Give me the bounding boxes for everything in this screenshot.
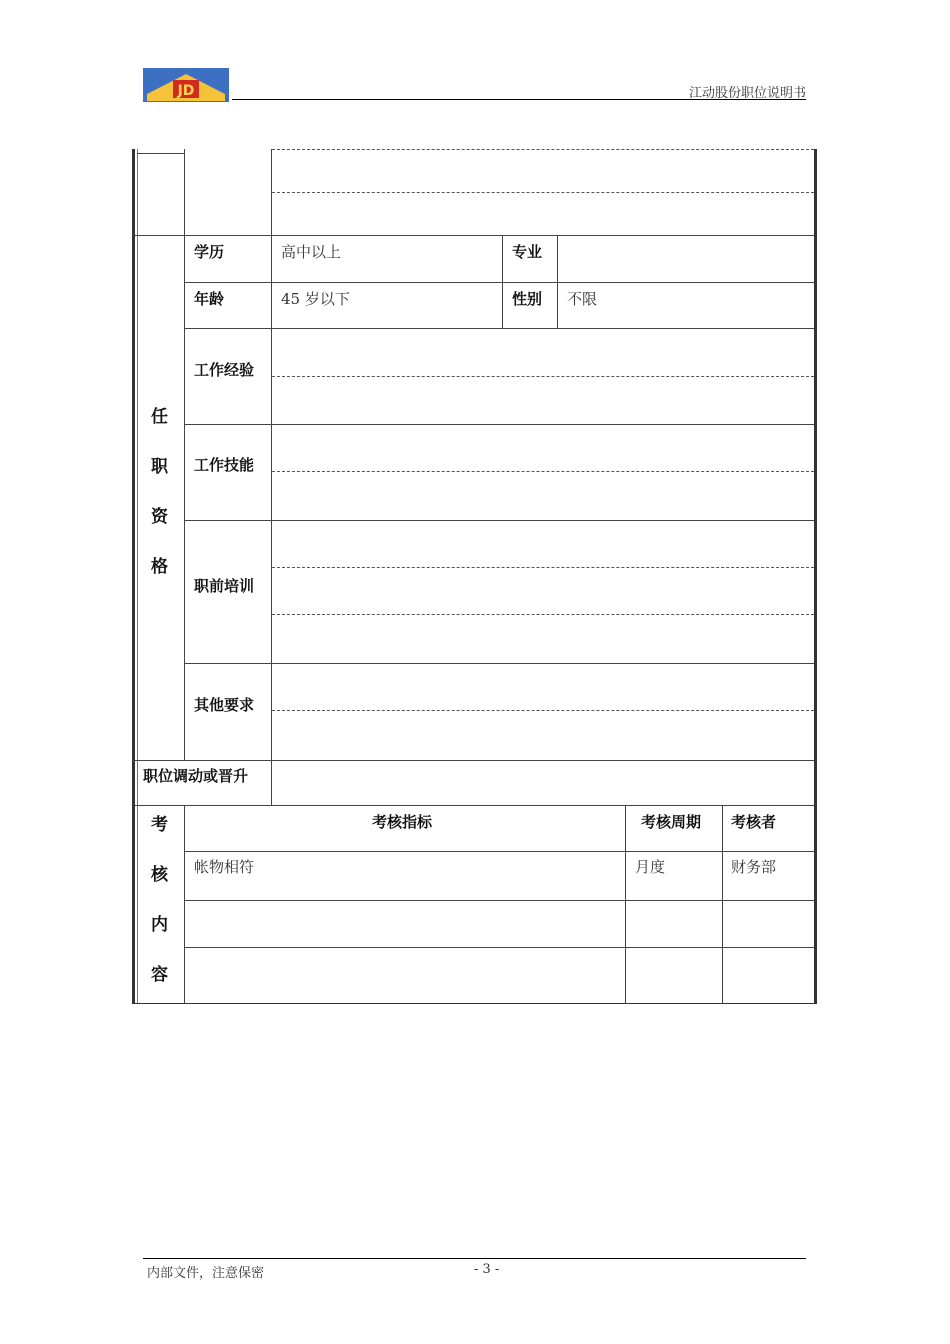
assessment-indicator-header: 考核指标	[372, 813, 433, 831]
company-logo	[143, 68, 229, 102]
assessment-row-assessor: 财务部	[731, 858, 777, 876]
assessment-period-header: 考核周期	[641, 813, 702, 831]
header-title: 江动股份职位说明书	[688, 86, 806, 101]
major-label: 专业	[512, 243, 543, 261]
assessment-section-char-4: 容	[151, 965, 168, 985]
education-label: 学历	[194, 243, 225, 261]
age-label: 年龄	[194, 290, 225, 308]
experience-label: 工作经验	[194, 361, 255, 379]
qualification-section-char-4: 格	[151, 557, 168, 577]
age-value: 45 岁以下	[281, 290, 350, 308]
assessment-row-indicator: 帐物相符	[194, 858, 255, 876]
qualification-section-char-2: 职	[151, 457, 168, 477]
promotion-label: 职位调动或晋升	[143, 767, 249, 785]
qualification-section-char-1: 任	[151, 407, 168, 427]
training-label: 职前培训	[194, 577, 255, 595]
assessment-section-char-3: 内	[151, 915, 168, 935]
assessment-row-period: 月度	[635, 858, 666, 876]
other-requirements-label: 其他要求	[194, 696, 255, 714]
gender-value: 不限	[567, 290, 598, 308]
footer-rule	[143, 1258, 806, 1259]
assessment-section-char-2: 核	[151, 865, 168, 885]
footer-confidential-note: 内部文件，注意保密	[147, 1266, 265, 1281]
logo-text: JD	[177, 83, 195, 99]
page-number: - 3 -	[474, 1262, 500, 1277]
qualification-section-char-3: 资	[151, 507, 168, 527]
gender-label: 性别	[512, 290, 543, 308]
skills-label: 工作技能	[194, 456, 255, 474]
assessment-section-char-1: 考	[151, 815, 168, 835]
education-value: 高中以上	[281, 243, 342, 261]
assessment-assessor-header: 考核者	[731, 813, 777, 831]
